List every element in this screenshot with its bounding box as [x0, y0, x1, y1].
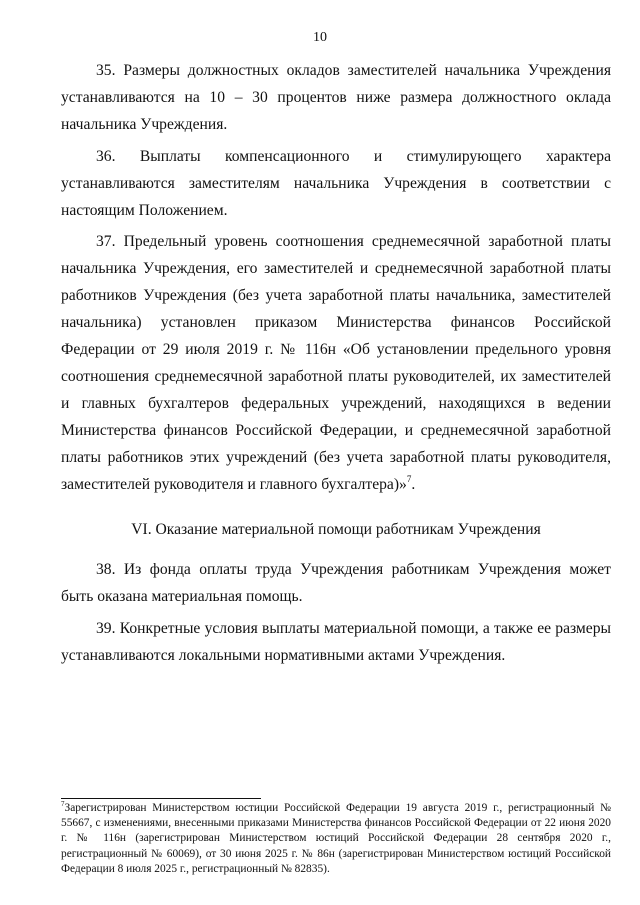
paragraph-37-text: 37. Предельный уровень соотношения среднемесячной заработной платы начальника Учреждения, его заместителей и среднемесячной заработной платы работников Учреждения (без учета заработной платы начальника, заместителей начальника) установлен приказом Министерства финансов Российской Федерации от 29 июля 2019 г. № 116н «Об установлении предельного уровня соотношения среднемесячной заработной платы руководителей, их заместителей и главных бухгалтеров федеральных учреждений, находящихся в ведении Министерства финансов Российской Федерации, и среднемесячной заработной платы работников этих учреждений (без учета заработной платы руководителя, заместителей руководителя и главного бухгалтера)»	[61, 233, 611, 493]
paragraph-39: 39. Конкретные условия выплаты материальной помощи, а также ее размеры устанавливаются локальными нормативными актами Учреждения.	[61, 620, 611, 665]
footnote-text: Зарегистрирован Министерством юстиции Российской Федерации 19 августа 2019 г., регистрационный № 55667, с изменениями, внесенными приказами Министерства финансов Российской Федерации от 22 июня 2020 г. № 116н (зарегистрирован Министерством юстиций Российской Федерации 28 сентября 2020 г., регистрационный № 60069), от 30 июня 2025 г. № 86н (зарегистрирован Министерством юстиций Российской Федерации 8 июля 2025 г., регистрационный № 82835).	[61, 802, 611, 875]
paragraph-38: 38. Из фонда оплаты труда Учреждения работникам Учреждения может быть оказана материальная помощь.	[61, 561, 611, 606]
section-heading: VI. Оказание материальной помощи работникам Учреждения	[131, 520, 541, 538]
footnote-separator	[61, 798, 261, 799]
paragraph-37	[61, 229, 611, 498]
footnote-reference: 7	[406, 473, 412, 484]
paragraph-36: 36. Выплаты компенсационного и стимулирующего характера устанавливаются заместителям начальника Учреждения в соответствии с настоящим Положением.	[61, 147, 611, 219]
footnote	[61, 801, 611, 877]
footnote-mark: 7	[61, 800, 65, 808]
document-body	[61, 58, 611, 670]
page-number: 10	[313, 30, 327, 45]
paragraph-35: 35. Размеры должностных окладов заместителей начальника Учреждения устанавливаются на 10 – 30 процентов ниже размера должностного оклада начальника Учреждения.	[61, 62, 611, 133]
paragraph-37-end: .	[411, 475, 416, 493]
